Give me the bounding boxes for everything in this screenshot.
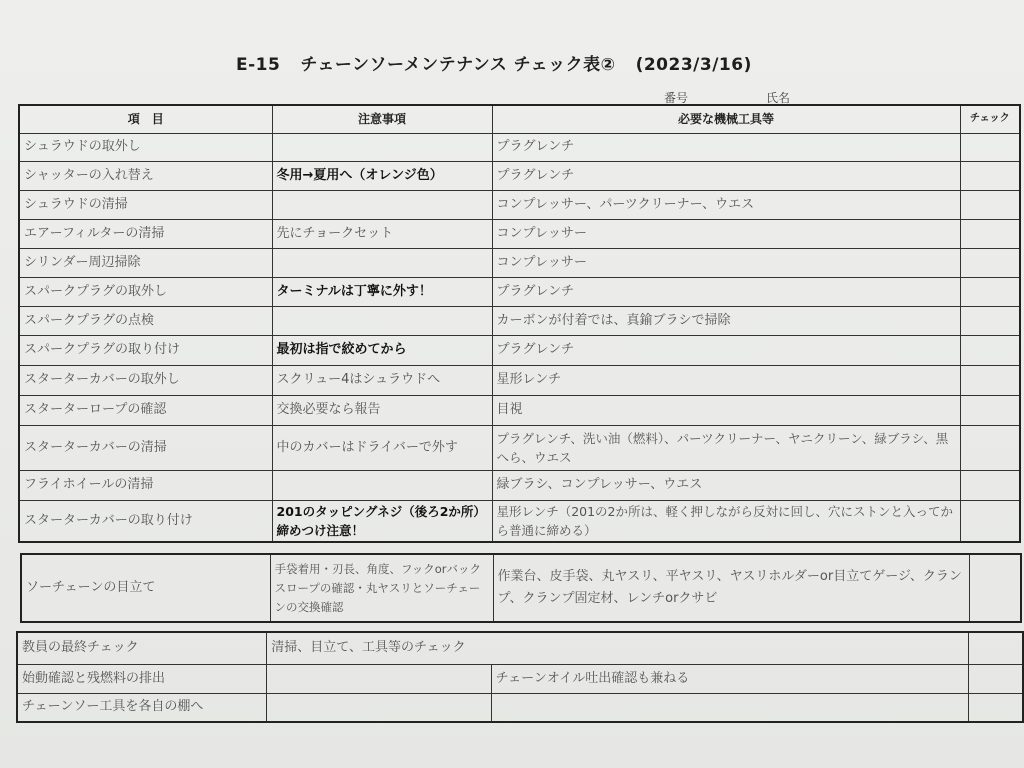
item-cell: 始動確認と残燃料の排出 (17, 664, 267, 693)
header-check: チェック (960, 105, 1020, 133)
check-cell[interactable] (960, 335, 1020, 365)
header-tools: 必要な機械工具等 (492, 105, 960, 133)
final-check-table (16, 631, 1024, 723)
note-cell: 中のカバーはドライバーで外す (272, 425, 492, 470)
check-cell[interactable] (968, 693, 1023, 722)
note-cell: スクリュー4はシュラウドへ (272, 365, 492, 395)
note-cell (272, 190, 492, 219)
table-row (19, 470, 1020, 500)
header-item: 項 目 (19, 105, 272, 133)
check-cell[interactable] (968, 664, 1023, 693)
check-cell[interactable] (960, 470, 1020, 500)
check-cell[interactable] (960, 395, 1020, 425)
check-cell[interactable] (960, 161, 1020, 190)
table-row (19, 395, 1020, 425)
item-cell: スターターカバーの取り付け (19, 500, 272, 542)
check-cell[interactable] (960, 248, 1020, 277)
note-cell (272, 248, 492, 277)
saw-chain-table (20, 553, 1022, 623)
check-cell[interactable] (968, 632, 1023, 664)
item-cell: スターターロープの確認 (19, 395, 272, 425)
check-cell[interactable] (960, 306, 1020, 335)
tools-cell: コンプレッサー、パーツクリーナー、ウエス (492, 190, 960, 219)
maintenance-table (18, 104, 1021, 543)
tools-cell: 作業台、皮手袋、丸ヤスリ、平ヤスリ、ヤスリホルダーor目立てゲージ、クランプ、クランプ固定材、レンチorクサビ (493, 554, 969, 622)
note-cell: 最初は指で絞めてから (272, 335, 492, 365)
table-row (19, 248, 1020, 277)
item-cell: 教員の最終チェック (17, 632, 267, 664)
check-cell[interactable] (969, 554, 1021, 622)
document-title (236, 50, 752, 75)
table-row (19, 277, 1020, 306)
tools-cell: プラグレンチ (492, 277, 960, 306)
note-cell (267, 693, 491, 722)
table-header-row (19, 105, 1020, 133)
table-row (19, 365, 1020, 395)
tools-cell: カーボンが付着では、真鍮ブラシで掃除 (492, 306, 960, 335)
item-cell: スターターカバーの清掃 (19, 425, 272, 470)
table-row (21, 554, 1021, 622)
check-cell[interactable] (960, 277, 1020, 306)
note-cell (272, 470, 492, 500)
item-cell: チェーンソー工具を各自の棚へ (17, 693, 267, 722)
check-cell[interactable] (960, 365, 1020, 395)
table-row (19, 306, 1020, 335)
table-row (17, 632, 1023, 664)
table-row (17, 664, 1023, 693)
item-cell: スパークプラグの点検 (19, 306, 272, 335)
tools-cell: 目視 (492, 395, 960, 425)
check-cell[interactable] (960, 190, 1020, 219)
table-row (19, 133, 1020, 161)
table-row (19, 190, 1020, 219)
tools-cell: プラグレンチ (492, 335, 960, 365)
tools-cell: チェーンオイル吐出確認も兼ねる (491, 664, 968, 693)
note-cell: 201のタッピングネジ（後ろ2か所）締めつけ注意！ (272, 500, 492, 542)
title-code: E-15 (236, 55, 281, 75)
note-cell: ターミナルは丁寧に外す！ (272, 277, 492, 306)
item-cell: フライホイールの清掃 (19, 470, 272, 500)
table-row (17, 693, 1023, 722)
field-name-label: 氏名 (766, 91, 791, 105)
title-text: チェーンソーメンテナンス チェック表② (300, 55, 616, 75)
note-cell (272, 133, 492, 161)
item-cell: シャッターの入れ替え (19, 161, 272, 190)
tools-cell: コンプレッサー (492, 248, 960, 277)
check-cell[interactable] (960, 219, 1020, 248)
item-cell: ソーチェーンの目立て (21, 554, 270, 622)
tools-cell: コンプレッサー (492, 219, 960, 248)
title-date: (2023/3/16) (635, 55, 752, 75)
tools-cell (491, 693, 968, 722)
note-cell: 先にチョークセット (272, 219, 492, 248)
tools-cell: 星形レンチ（201の2か所は、軽く押しながら反対に回し、穴にストンと入ってから普通に締める） (492, 500, 960, 542)
table-row (19, 425, 1020, 470)
check-cell[interactable] (960, 500, 1020, 542)
tools-cell: プラグレンチ (492, 133, 960, 161)
note-cell: 手袋着用・刃長、角度、フックorバックスロープの確認・丸ヤスリとソーチェーンの交換確認 (270, 554, 493, 622)
item-cell: スパークプラグの取り付け (19, 335, 272, 365)
item-cell: シリンダー周辺掃除 (19, 248, 272, 277)
note-cell (272, 306, 492, 335)
note-cell: 交換必要なら報告 (272, 395, 492, 425)
table-row (19, 500, 1020, 542)
note-cell (267, 664, 491, 693)
check-cell[interactable] (960, 133, 1020, 161)
field-number-label: 番号 (664, 91, 689, 105)
tools-cell: プラグレンチ、洗い油（燃料）、パーツクリーナー、ヤニクリーン、緑ブラシ、黒へら、ウエス (492, 425, 960, 470)
item-cell: エアーフィルターの清掃 (19, 219, 272, 248)
item-cell: シュラウドの取外し (19, 133, 272, 161)
check-cell[interactable] (960, 425, 1020, 470)
item-cell: スパークプラグの取外し (19, 277, 272, 306)
table-row (19, 219, 1020, 248)
note-cell: 清掃、目立て、工具等のチェック (267, 632, 968, 664)
tools-cell: 星形レンチ (492, 365, 960, 395)
item-cell: スターターカバーの取外し (19, 365, 272, 395)
note-cell: 冬用→夏用へ（オレンジ色） (272, 161, 492, 190)
tools-cell: 緑ブラシ、コンプレッサー、ウエス (492, 470, 960, 500)
tools-cell: プラグレンチ (492, 161, 960, 190)
header-note: 注意事項 (272, 105, 492, 133)
item-cell: シュラウドの清掃 (19, 190, 272, 219)
table-row (19, 161, 1020, 190)
table-row (19, 335, 1020, 365)
